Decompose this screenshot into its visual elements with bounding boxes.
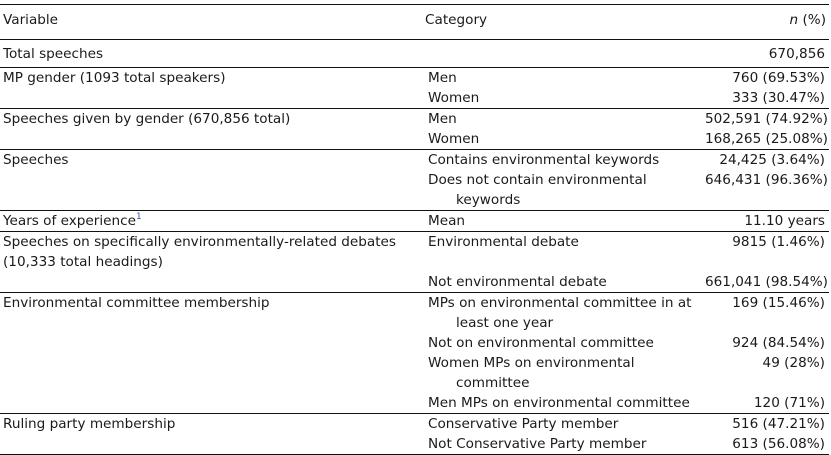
row-value: 49 (28%) — [762, 355, 825, 371]
row-category-line2: least one year — [456, 315, 554, 331]
row-category — [422, 40, 702, 68]
row-variable: Environmental committee membership — [0, 293, 422, 334]
header-category: Category — [425, 12, 488, 28]
row-value: 333 (30.47%) — [732, 90, 825, 106]
header-n-percent — [702, 5, 829, 40]
row-variable: Speeches — [0, 150, 422, 171]
row-value: 169 (15.46%) — [702, 293, 829, 334]
row-category-line2: committee — [456, 375, 530, 391]
row-category: Not on environmental committee — [428, 335, 654, 351]
table-row — [0, 272, 829, 293]
row-category: Men — [422, 68, 702, 89]
row-value: 120 (71%) — [753, 395, 825, 411]
row-variable: MP gender (1093 total speakers) — [0, 68, 422, 89]
row-value: 24,425 (3.64%) — [702, 150, 829, 171]
row-value: 661,041 (98.54%) — [705, 274, 828, 290]
row-category-line1: Does not contain environmental — [428, 172, 647, 188]
row-variable — [0, 88, 422, 109]
table-row — [0, 170, 829, 211]
table-row — [0, 150, 829, 171]
row-variable — [0, 232, 422, 273]
row-variable — [0, 170, 422, 211]
row-variable — [0, 353, 422, 393]
row-category: Conservative Party member — [422, 414, 702, 435]
row-variable: Ruling party membership — [0, 414, 422, 435]
table-row — [0, 434, 829, 455]
table-row — [0, 109, 829, 130]
table-row — [0, 232, 829, 273]
row-category: Mean — [422, 211, 702, 232]
row-variable-text: Years of experience — [3, 213, 136, 229]
row-variable: Speeches given by gender (670,856 total) — [0, 109, 422, 130]
table-row — [0, 129, 829, 150]
row-variable — [0, 272, 422, 293]
table-row — [0, 333, 829, 353]
row-value: 9815 (1.46%) — [702, 232, 829, 273]
row-variable — [0, 434, 422, 455]
row-category-line1: MPs on environmental committee in at — [428, 295, 692, 311]
row-value: 168,265 (25.08%) — [705, 131, 828, 147]
row-variable — [0, 333, 422, 353]
row-category-line1: Women MPs on environmental — [428, 355, 635, 371]
row-category-line2: keywords — [456, 192, 521, 208]
row-category — [422, 170, 702, 211]
header-variable: Variable — [3, 12, 59, 28]
row-category — [422, 353, 702, 393]
table-row — [0, 353, 829, 393]
row-variable — [0, 393, 422, 414]
row-category: Environmental debate — [422, 232, 702, 273]
row-value: 760 (69.53%) — [702, 68, 829, 89]
row-value: 670,856 — [702, 40, 829, 68]
row-variable-line1: Speeches on specifically environmentally-related debates — [3, 234, 397, 250]
row-value: 646,431 (96.36%) — [705, 172, 828, 188]
row-category: Women — [428, 90, 480, 106]
table-row — [0, 414, 829, 435]
row-variable-line2: (10,333 total headings) — [3, 254, 163, 270]
row-category: Men MPs on environmental committee — [428, 395, 690, 411]
row-value: 924 (84.54%) — [732, 335, 825, 351]
row-category: Contains environmental keywords — [422, 150, 702, 171]
table-row — [0, 68, 829, 89]
row-value: 516 (47.21%) — [702, 414, 829, 435]
row-category: Women — [428, 131, 480, 147]
table-row — [0, 293, 829, 334]
row-value: 613 (56.08%) — [702, 434, 829, 455]
row-category: Not environmental debate — [428, 274, 607, 290]
row-category: Not Conservative Party member — [422, 434, 702, 455]
table-row — [0, 88, 829, 109]
table-header-row — [0, 5, 829, 40]
header-n: n — [789, 12, 799, 28]
summary-statistics-table — [0, 4, 829, 455]
row-variable — [0, 129, 422, 150]
row-value: 11.10 years — [702, 211, 829, 232]
row-variable: Total speeches — [0, 40, 422, 68]
table-row — [0, 211, 829, 232]
row-variable — [0, 211, 422, 232]
header-percent: (%) — [802, 12, 826, 28]
footnote-marker[interactable]: 1 — [135, 212, 142, 222]
table-row — [0, 40, 829, 68]
row-category — [422, 293, 702, 334]
table-row — [0, 393, 829, 414]
row-category: Men — [422, 109, 702, 130]
row-value: 502,591 (74.92%) — [702, 109, 829, 130]
